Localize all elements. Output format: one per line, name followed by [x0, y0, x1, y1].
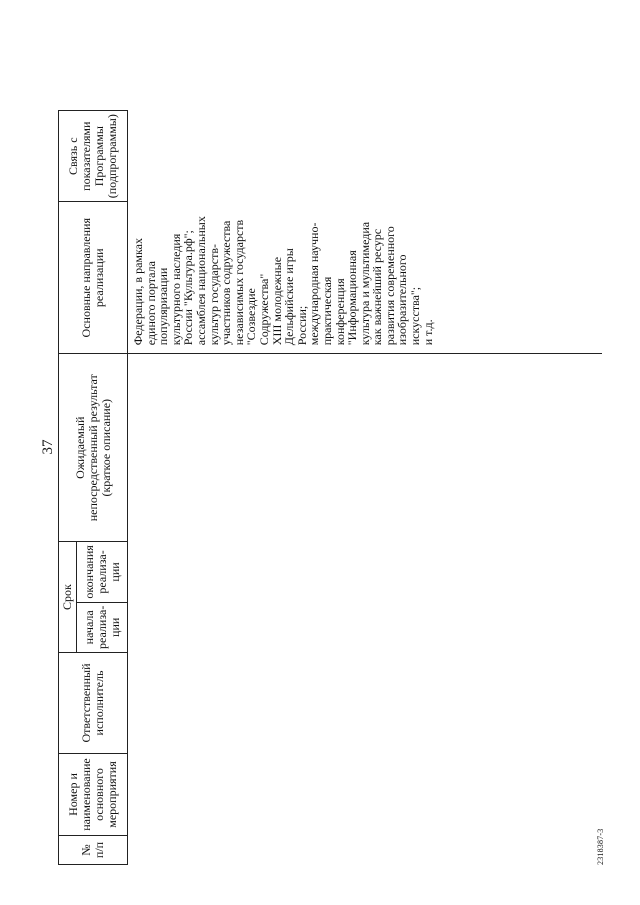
directions-line: ассамблея национальных [193, 216, 208, 346]
cell-directions [128, 202, 603, 354]
directions-line: "Созвездие [244, 288, 259, 346]
header-row-1 [59, 111, 77, 865]
directions-line: Содружества" [256, 273, 271, 346]
cell-number [128, 836, 603, 865]
directions-line: международная научно- [307, 222, 322, 346]
directions-line: культура и мультимедиа [357, 221, 372, 346]
directions-line: участников содружества [219, 220, 234, 346]
directions-line: Федерации, в рамках [131, 238, 145, 346]
header-term-end: окончания реализа- ции [77, 542, 128, 602]
directions-line: "Информационная [345, 250, 360, 346]
header-executor: Ответственный исполнитель [59, 653, 128, 754]
directions-line: и т.д. [420, 319, 435, 346]
directions-line: как важнейший ресурс [370, 228, 385, 346]
cell-expected-result [128, 354, 603, 542]
directions-line: независимых государств [231, 219, 246, 346]
header-number: № п/п [59, 836, 128, 865]
directions-line: искусства"; [408, 286, 423, 346]
cell-activity-name [128, 754, 603, 836]
directions-line: популяризации [156, 267, 171, 346]
directions-line: изобразительного [395, 254, 410, 346]
directions-line: России "Культура.рф"; [181, 230, 196, 346]
header-term-start: начала реализа- ции [77, 602, 128, 652]
directions-line: Дельфийские игры [282, 248, 297, 346]
directions-line: культур государств- [206, 244, 221, 346]
directions-line: развития современного [382, 226, 397, 346]
header-term: Срок [59, 542, 77, 653]
header-expected-result: Ожидаемый непосредственный результат (краткое описание) [59, 354, 128, 542]
cell-term-start [128, 602, 603, 652]
body-row [128, 111, 603, 865]
directions-line: практическая [319, 276, 334, 346]
directions-line: России; [294, 305, 309, 346]
directions-line: XIII молодежные [269, 256, 284, 346]
cell-program-link [128, 111, 603, 202]
activity-table [58, 110, 602, 865]
header-activity-name: Номер и наименование основного мероприятия [59, 754, 128, 836]
header-directions: Основные направления реализации [59, 202, 128, 354]
header-program-link: Связь с показателями Программы (подпрограммы) [59, 111, 128, 202]
cell-term-end [128, 542, 603, 602]
directions-line: единого портала [143, 261, 158, 346]
directions-line: культурного наследия [168, 233, 183, 346]
cell-executor [128, 653, 603, 754]
page-number: 37 [40, 439, 56, 455]
document-code: 2318387-3 [596, 828, 605, 865]
directions-line: конференция [332, 278, 347, 346]
